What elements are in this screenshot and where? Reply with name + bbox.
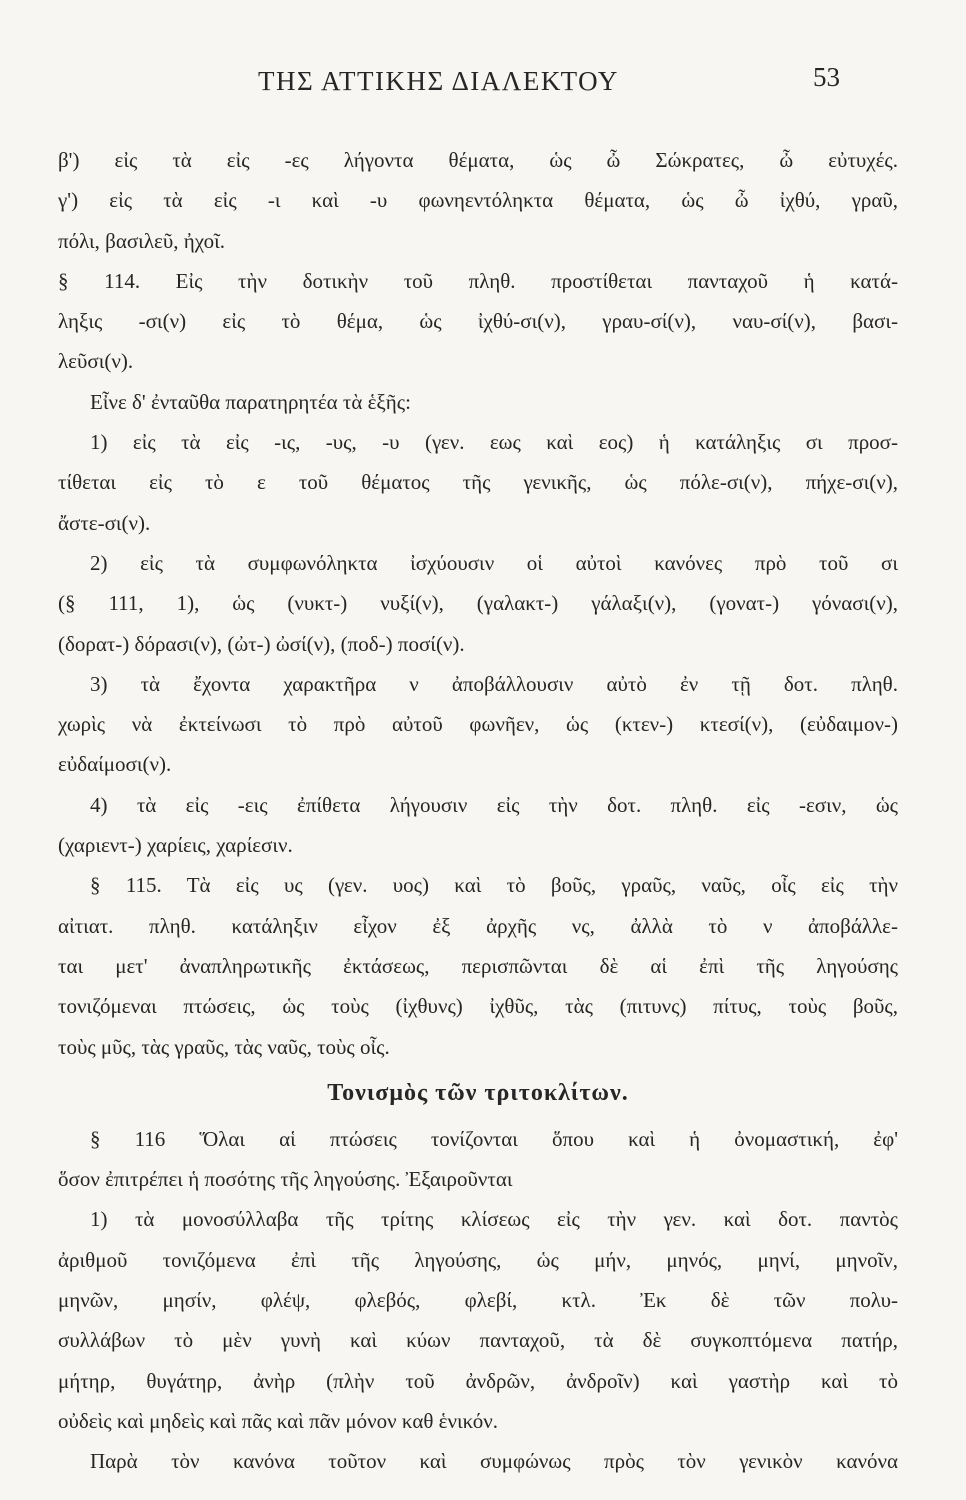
body-text (58, 140, 898, 1482)
text-line: Εἶνε δ' ἐνταῦθα παρατηρητέα τὰ ἑξῆς: (90, 389, 411, 414)
text-line: μηνῶν, μησίν, φλέψ, φλεβός, φλεβί, κτλ. Ἐκ δὲ τῶν πολυ- (58, 1288, 898, 1313)
text-line: 1) τὰ μονοσύλλαβα τῆς τρίτης κλίσεως εἰς τὴν γεν. καὶ δοτ. παντὸς (90, 1207, 898, 1232)
text-line: μήτηρ, θυγάτηρ, ἀνὴρ (πλὴν τοῦ ἀνδρῶν, ἀνδροῖν) καὶ γαστὴρ καὶ τὸ (58, 1368, 898, 1393)
text-line: 4) τὰ εἰς -εις ἐπίθετα λήγουσιν εἰς τὴν δοτ. πληθ. εἰς -εσιν, ὡς (90, 792, 898, 817)
text-line: § 116 Ὅλαι αἱ πτώσεις τονίζονται ὅπου καὶ ἡ ὀνομαστική, ἐφ' (90, 1126, 898, 1151)
text-line: (χαριεντ-) χαρίεις, χαρίεσιν. (58, 833, 293, 858)
text-line: ὅσον ἐπιτρέπει ἡ ποσότης τῆς ληγούσης. Ἐξαιροῦνται (58, 1167, 513, 1192)
text-line: πόλι, βασιλεῦ, ἠχοῖ. (58, 228, 225, 253)
text-line: § 114. Εἰς τὴν δοτικὴν τοῦ πληθ. προστίθεται πανταχοῦ ἡ κατά- (58, 268, 898, 293)
running-title: ΤΗΣ ΑΤΤΙΚΗΣ ΔΙΑΛΕΚΤΟΥ (258, 66, 619, 96)
text-line: § 115. Τὰ εἰς υς (γεν. υος) καὶ τὸ βοῦς, γραῦς, ναῦς, οἶς εἰς τὴν (90, 873, 898, 898)
text-line: ται μετ' ἀναπληρωτικῆς ἐκτάσεως, περισπῶνται δὲ αἱ ἐπὶ τῆς ληγούσης (58, 953, 898, 978)
text-line: γ') εἰς τὰ εἰς -ι καὶ -υ φωνηεντόληκτα θέματα, ὡς ὦ ἰχθύ, γραῦ, (58, 188, 898, 213)
text-line: (δορατ-) δόρασι(ν), (ὠτ-) ὠσί(ν), (ποδ-) ποσί(ν). (58, 631, 465, 656)
page-header (0, 62, 966, 102)
section-heading: Τονισμὸς τῶν τριτοκλίτων. (327, 1079, 629, 1106)
text-line: (§ 111, 1), ὡς (νυκτ-) νυξί(ν), (γαλακτ-) γάλαξι(ν), (γονατ-) γόνασι(ν), (58, 591, 898, 616)
text-line: 1) εἰς τὰ εἰς -ις, -υς, -υ (γεν. εως καὶ εος) ἡ κατάληξις σι προσ- (90, 430, 898, 455)
text-line: 2) εἰς τὰ συμφωνόληκτα ἰσχύουσιν οἱ αὐτοὶ κανόνες πρὸ τοῦ σι (90, 550, 898, 575)
text-line: Παρὰ τὸν κανόνα τοῦτον καὶ συμφώνως πρὸς τὸν γενικὸν κανόνα (90, 1449, 898, 1474)
text-line: ληξις -σι(ν) εἰς τὸ θέμα, ὡς ἰχθύ-σι(ν), γραυ-σί(ν), ναυ-σί(ν), βασι- (58, 309, 898, 334)
text-line: λεῦσι(ν). (58, 349, 134, 374)
text-line: τίθεται εἰς τὸ ε τοῦ θέματος τῆς γενικῆς, ὡς πόλε-σι(ν), πήχε-σι(ν), (58, 470, 898, 495)
text-line: οὐδεὶς καὶ μηδεὶς καὶ πᾶς καὶ πᾶν μόνον καθ ἑνικόν. (58, 1408, 498, 1433)
text-line: 3) τὰ ἔχοντα χαρακτῆρα ν ἀποβάλλουσιν αὐτὸ ἐν τῇ δοτ. πληθ. (90, 671, 898, 696)
text-line: χωρὶς νὰ ἐκτείνωσι τὸ πρὸ αὐτοῦ φωνῆεν, ὡς (κτεν-) κτεσί(ν), (εὐδαιμον-) (58, 712, 898, 737)
text-line: αἰτιατ. πληθ. κατάληξιν εἶχον ἐξ ἀρχῆς νς, ἀλλὰ τὸ ν ἀποβάλλε- (58, 913, 898, 938)
page-number: 53 (813, 62, 840, 92)
text-line: συλλάβων τὸ μὲν γυνὴ καὶ κύων πανταχοῦ, τὰ δὲ συγκοπτόμενα πατήρ, (58, 1328, 898, 1353)
text-line: ἄστε-σι(ν). (58, 510, 151, 535)
text-line: ἀριθμοῦ τονιζόμενα ἐπὶ τῆς ληγούσης, ὡς μήν, μηνός, μηνί, μηνοῖν, (58, 1247, 898, 1272)
text-line: τονιζόμεναι πτώσεις, ὡς τοὺς (ἰχθυνς) ἰχθῦς, τὰς (πιτυνς) πίτυς, τοὺς βοῦς, (58, 994, 898, 1019)
text-line: β') εἰς τὰ εἰς -ες λήγοντα θέματα, ὡς ὦ Σώκρατες, ὦ εὐτυχές. (58, 148, 898, 172)
text-line: τοὺς μῦς, τὰς γραῦς, τὰς ναῦς, τοὺς οἶς. (58, 1034, 390, 1059)
text-line: εὐδαίμοσι(ν). (58, 752, 172, 777)
